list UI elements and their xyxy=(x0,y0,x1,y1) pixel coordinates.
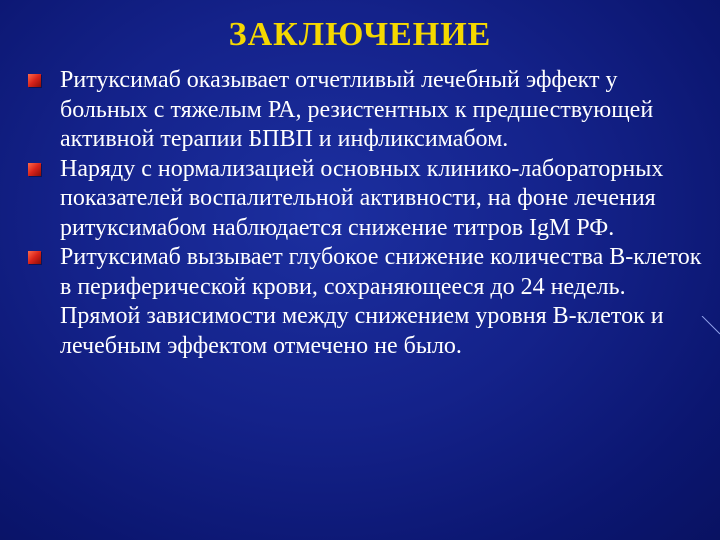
bullet-square-icon xyxy=(28,251,41,264)
bullet-text-2: Наряду с нормализацией основных клинико-лабораторных показателей воспалительной активности, на фоне лечения ритуксимабом наблюдается снижение титров IgM РФ. xyxy=(60,155,664,241)
bullet-text-3: Ритуксимаб вызывает глубокое снижение количества В-клеток в периферической крови, сохраняющееся до 24 недель. Прямой зависимости между снижением уровня В-клеток и лечебным эффектом отмечено не было. xyxy=(60,244,702,359)
decorative-line xyxy=(700,316,720,336)
bullet-square-icon xyxy=(28,163,41,176)
bullet-list xyxy=(26,66,706,361)
bullet-text-1: Ритуксимаб оказывает отчетливый лечебный эффект у больных с тяжелым РА, резистентных к предшествующей активной терапии БПВП и инфликсимабом. xyxy=(60,67,654,152)
bullet-item-2 xyxy=(26,155,706,244)
bullet-square-icon xyxy=(28,74,41,87)
bullet-item-1 xyxy=(26,66,706,155)
bullet-item-3 xyxy=(26,243,706,361)
slide-title: ЗАКЛЮЧЕНИЕ xyxy=(228,16,492,53)
